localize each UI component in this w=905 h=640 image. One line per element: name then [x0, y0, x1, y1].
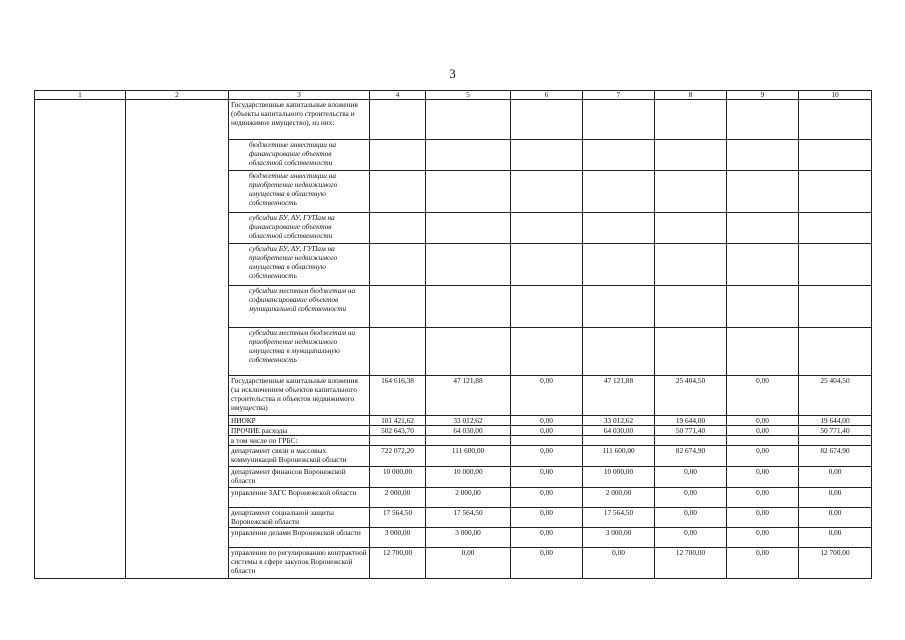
value-cell	[511, 100, 583, 140]
value-cell	[655, 436, 727, 446]
column-header: 1	[35, 91, 126, 100]
value-cell: 0,00	[511, 376, 583, 416]
value-cell: 722 072,20	[370, 446, 426, 467]
value-cell: 25 404,50	[799, 376, 872, 416]
value-cell	[511, 436, 583, 446]
row-label: департамент связи и массовых коммуникаций Воронежской области	[229, 446, 370, 467]
column-header: 9	[727, 91, 799, 100]
value-cell: 12 700,00	[799, 548, 872, 579]
value-cell: 0,00	[655, 528, 727, 548]
row-label: управление по регулированию контрактной системы в сфере закупок Воронежской области	[229, 548, 370, 579]
column-header: 8	[655, 91, 727, 100]
value-cell	[727, 244, 799, 286]
value-cell: 0,00	[727, 488, 799, 508]
value-cell	[583, 328, 655, 376]
value-cell: 82 674,90	[655, 446, 727, 467]
value-cell	[727, 436, 799, 446]
value-cell: 0,00	[511, 528, 583, 548]
value-cell	[370, 140, 426, 171]
value-cell	[727, 328, 799, 376]
value-cell	[655, 328, 727, 376]
value-cell	[583, 213, 655, 244]
value-cell	[727, 213, 799, 244]
value-cell	[426, 171, 511, 213]
value-cell	[655, 213, 727, 244]
page-number: 3	[449, 66, 456, 81]
value-cell: 0,00	[511, 548, 583, 579]
value-cell	[799, 140, 872, 171]
value-cell	[426, 436, 511, 446]
column-number-row	[35, 91, 872, 100]
value-cell	[583, 100, 655, 140]
value-cell: 0,00	[655, 508, 727, 528]
value-cell: 3 000,00	[426, 528, 511, 548]
value-cell	[370, 286, 426, 328]
value-cell	[583, 286, 655, 328]
row-label: субсидии БУ, АУ, ГУПам на приобретение недвижимого имущества в областную собственность	[229, 244, 370, 286]
value-cell: 33 012,62	[426, 416, 511, 426]
value-cell: 0,00	[799, 508, 872, 528]
value-cell	[655, 100, 727, 140]
value-cell	[511, 244, 583, 286]
value-cell: 12 700,00	[655, 548, 727, 579]
value-cell: 0,00	[799, 467, 872, 488]
value-cell: 0,00	[727, 376, 799, 416]
column-2-cell	[126, 100, 229, 579]
row-label: субсидии БУ, АУ, ГУПам на финансирование объектов областной собственности	[229, 213, 370, 244]
row-label: управление делами Воронежской области	[229, 528, 370, 548]
value-cell: 0,00	[511, 416, 583, 426]
value-cell: 2 000,00	[426, 488, 511, 508]
row-label: в том числе по ГРБС:	[229, 436, 370, 446]
value-cell	[799, 286, 872, 328]
value-cell	[426, 244, 511, 286]
column-header: 2	[126, 91, 229, 100]
budget-table	[34, 90, 872, 579]
value-cell: 0,00	[727, 426, 799, 436]
value-cell	[370, 171, 426, 213]
value-cell: 0,00	[727, 548, 799, 579]
value-cell	[426, 100, 511, 140]
value-cell: 0,00	[511, 446, 583, 467]
value-cell: 0,00	[511, 508, 583, 528]
value-cell: 111 600,00	[583, 446, 655, 467]
value-cell	[727, 100, 799, 140]
column-header: 10	[799, 91, 872, 100]
value-cell	[799, 244, 872, 286]
value-cell: 164 616,38	[370, 376, 426, 416]
row-label: бюджетные инвестиции на приобретение недвижимого имущества в областную собственность	[229, 171, 370, 213]
value-cell: 17 564,50	[583, 508, 655, 528]
column-header: 6	[511, 91, 583, 100]
value-cell: 0,00	[727, 446, 799, 467]
column-header: 4	[370, 91, 426, 100]
value-cell: 10 000,00	[370, 467, 426, 488]
value-cell: 64 030,00	[583, 426, 655, 436]
value-cell: 50 771,40	[799, 426, 872, 436]
value-cell: 50 771,40	[655, 426, 727, 436]
row-label: ПРОЧИЕ расходы	[229, 426, 370, 436]
row-label: департамент социальной защиты Воронежской области	[229, 508, 370, 528]
value-cell	[727, 286, 799, 328]
value-cell	[583, 244, 655, 286]
value-cell: 12 700,00	[370, 548, 426, 579]
row-label: НИОКР	[229, 416, 370, 426]
value-cell: 3 000,00	[583, 528, 655, 548]
row-label: субсидии местным бюджетам на приобретение недвижимого имущества в муниципальную собственность	[229, 328, 370, 376]
value-cell	[655, 140, 727, 171]
value-cell: 17 564,50	[426, 508, 511, 528]
value-cell: 0,00	[727, 467, 799, 488]
value-cell	[799, 213, 872, 244]
value-cell: 0,00	[426, 548, 511, 579]
value-cell	[727, 140, 799, 171]
row-label: бюджетные инвестиции на финансирование объектов областной собственности	[229, 140, 370, 171]
column-header: 3	[229, 91, 370, 100]
value-cell: 101 421,62	[370, 416, 426, 426]
table-row	[35, 100, 872, 140]
value-cell	[655, 171, 727, 213]
value-cell	[370, 100, 426, 140]
value-cell: 0,00	[583, 548, 655, 579]
value-cell	[511, 328, 583, 376]
value-cell: 0,00	[511, 467, 583, 488]
value-cell	[583, 171, 655, 213]
value-cell: 0,00	[655, 488, 727, 508]
value-cell	[583, 140, 655, 171]
value-cell	[370, 244, 426, 286]
value-cell: 0,00	[799, 488, 872, 508]
column-header: 5	[426, 91, 511, 100]
value-cell: 111 600,00	[426, 446, 511, 467]
value-cell	[727, 171, 799, 213]
value-cell: 2 000,00	[370, 488, 426, 508]
value-cell	[511, 286, 583, 328]
value-cell: 502 643,70	[370, 426, 426, 436]
value-cell	[370, 436, 426, 446]
value-cell	[426, 140, 511, 171]
value-cell	[655, 244, 727, 286]
column-1-cell	[35, 100, 126, 579]
value-cell: 64 030,00	[426, 426, 511, 436]
value-cell	[426, 286, 511, 328]
value-cell: 82 674,90	[799, 446, 872, 467]
value-cell	[426, 213, 511, 244]
value-cell: 33 012,62	[583, 416, 655, 426]
row-label: Государственные капитальные вложения (объекты капитального строительства и недвижимое имущество), из них:	[229, 100, 370, 140]
row-label: департамент финансов Воронежской области	[229, 467, 370, 488]
value-cell: 17 564,50	[370, 508, 426, 528]
value-cell: 47 121,88	[426, 376, 511, 416]
value-cell: 19 644,00	[655, 416, 727, 426]
value-cell: 25 404,50	[655, 376, 727, 416]
value-cell	[511, 213, 583, 244]
value-cell	[799, 100, 872, 140]
value-cell: 0,00	[727, 416, 799, 426]
value-cell	[511, 140, 583, 171]
value-cell: 3 000,00	[370, 528, 426, 548]
row-label: управление ЗАГС Воронежской области	[229, 488, 370, 508]
value-cell	[370, 328, 426, 376]
value-cell: 19 644,00	[799, 416, 872, 426]
value-cell: 0,00	[655, 467, 727, 488]
value-cell	[799, 436, 872, 446]
column-header: 7	[583, 91, 655, 100]
value-cell: 0,00	[727, 508, 799, 528]
value-cell: 0,00	[511, 426, 583, 436]
value-cell	[799, 328, 872, 376]
value-cell	[799, 171, 872, 213]
value-cell	[370, 213, 426, 244]
value-cell: 47 121,88	[583, 376, 655, 416]
value-cell: 0,00	[799, 528, 872, 548]
value-cell	[583, 436, 655, 446]
value-cell: 2 000,00	[583, 488, 655, 508]
row-label: Государственные капитальные вложения (за исключением объектов капитального строительства и объектов недвижимого имущества)	[229, 376, 370, 416]
row-label: субсидии местным бюджетам на софинансирование объектов муниципальной собственности	[229, 286, 370, 328]
value-cell: 0,00	[511, 488, 583, 508]
value-cell: 10 000,00	[583, 467, 655, 488]
value-cell: 10 000,00	[426, 467, 511, 488]
value-cell	[655, 286, 727, 328]
value-cell	[426, 328, 511, 376]
value-cell	[511, 171, 583, 213]
value-cell: 0,00	[727, 528, 799, 548]
